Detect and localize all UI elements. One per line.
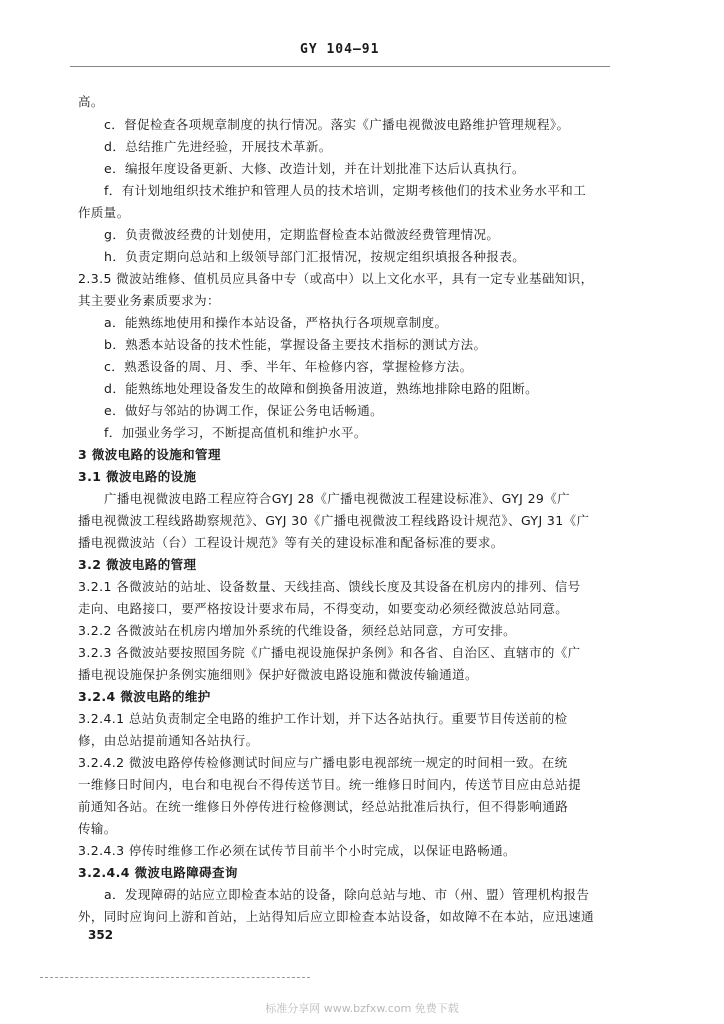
text-line: a．发现障碍的站应立即检查本站的设备，除向总站与地、市（州、盟）管理机构报告 (104, 887, 590, 902)
text-line: 修，由总站提前通知各站执行。 (78, 733, 259, 748)
text-line: 播电视微波站（台）工程设计规范》等有关的建设标准和配备标准的要求。 (78, 535, 504, 550)
text-line: 广播电视微波电路工程应符合GYJ 28《广播电视微波工程建设标准》、GYJ 29《广 (104, 491, 571, 506)
section-3-2-4-1: 3.2.4.1 总站负责制定全电路的维护工作计划，并下达各站执行。重要节目传送前的检 (78, 711, 568, 726)
text-line: 其主要业务素质要求为： (78, 293, 220, 308)
page-number: 352 (88, 928, 114, 942)
text-line: 播电视微波工程线路勘察规范》、GYJ 30《广播电视微波工程线路设计规范》、GYJ 31《广 (78, 513, 590, 528)
text-line: f．有计划地组织技术维护和管理人员的技术培训，定期考核他们的技术业务水平和工 (104, 183, 587, 198)
text-line: a．能熟练地使用和操作本站设备，严格执行各项规章制度。 (104, 315, 448, 330)
section-3-2-3: 3.2.3 各微波站要按照国务院《广播电视设施保护条例》和各省、自治区、直辖市的《广 (78, 645, 581, 660)
text-line: e．做好与邻站的协调工作，保证公务电话畅通。 (104, 403, 383, 418)
text-line: 走向、电路接口，要严格按设计要求布局，不得变动，如要变动必须经微波总站同意。 (78, 601, 569, 616)
text-line: 高。 (78, 94, 104, 109)
text-line: 外，同时应询问上游和首站，上站得知后应立即检查本站设备，如故障不在本站，应迅速通 (78, 909, 595, 924)
section-3-2-heading: 3.2 微波电路的管理 (78, 557, 197, 572)
text-line: 传输。 (78, 821, 117, 836)
text-line: c．督促检查各项规章制度的执行情况。落实《广播电视微波电路维护管理规程》。 (104, 117, 570, 132)
section-3-1-heading: 3.1 微波电路的设施 (78, 469, 197, 484)
text-line: 一维修日时间内，电台和电视台不得传送节目。统一维修日时间内，传送节目应由总站提 (78, 777, 582, 792)
standard-code-header: GY 104—91 (300, 42, 380, 57)
text-line: 前通知各站。在统一维修日外停传进行检修测试，经总站批准后执行，但不得影响通路 (78, 799, 569, 814)
footer-divider (40, 977, 310, 978)
text-line: c．熟悉设备的周、月、季、半年、年检修内容，掌握检修方法。 (104, 359, 473, 374)
text-line: g．负责微波经费的计划使用，定期监督检查本站微波经费管理情况。 (104, 227, 500, 242)
section-3-2-4-heading: 3.2.4 微波电路的维护 (78, 689, 211, 704)
section-3-2-4-3: 3.2.4.3 停传时维修工作必须在试传节目前半个小时完成，以保证电路畅通。 (78, 843, 516, 858)
text-line: d．总结推广先进经验，开展技术革新。 (104, 139, 332, 154)
site-watermark: 标准分享网 www.bzfxw.com 免费下载 (265, 1002, 459, 1015)
text-line: b．熟悉本站设备的技术性能，掌握设备主要技术指标的测试方法。 (104, 337, 487, 352)
header-divider (70, 66, 610, 67)
section-3-2-1: 3.2.1 各微波站的站址、设备数量、天线挂高、馈线长度及其设备在机房内的排列、信号 (78, 579, 581, 594)
section-3-heading: 3 微波电路的设施和管理 (78, 447, 221, 462)
text-line: h．负责定期向总站和上级领导部门汇报情况，按规定组织填报各种报表。 (104, 249, 526, 264)
section-3-2-4-4-heading: 3.2.4.4 微波电路障碍查询 (78, 865, 238, 880)
text-line: d．能熟练地处理设备发生的故障和倒换备用波道，熟练地排除电路的阻断。 (104, 381, 539, 396)
text-line: 播电视设施保护条例实施细则》保护好微波电路设施和微波传输通道。 (78, 667, 478, 682)
text-line: e．编报年度设备更新、大修、改造计划，并在计划批准下达后认真执行。 (104, 161, 525, 176)
text-line: 作质量。 (78, 205, 130, 220)
section-3-2-2: 3.2.2 各微波站在机房内增加外系统的代维设备，须经总站同意，方可安排。 (78, 623, 517, 638)
section-3-2-4-2: 3.2.4.2 微波电路停传检修测试时间应与广播电影电视部统一规定的时间相一致。在统 (78, 755, 568, 770)
text-line: f．加强业务学习，不断提高值机和维护水平。 (104, 425, 367, 440)
section-2-3-5: 2.3.5 微波站维修、值机员应具备中专（或高中）以上文化水平，具有一定专业基础知识， (78, 271, 594, 286)
